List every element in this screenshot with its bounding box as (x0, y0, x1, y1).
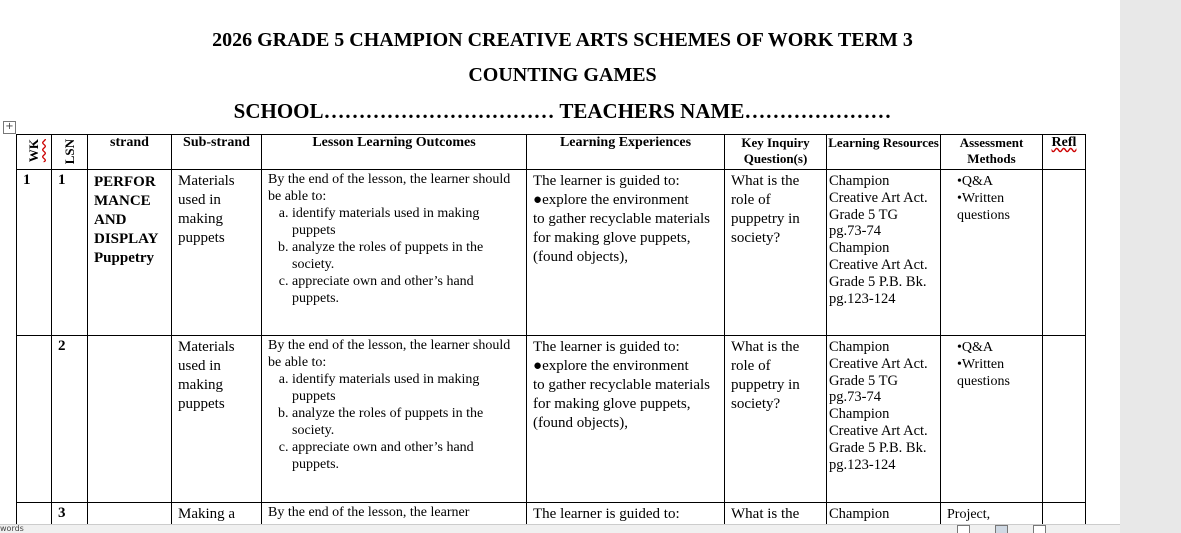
outcomes-cell[interactable]: By the end of the lesson, the learner should be able to: a. identify materials used in making puppets b. analyze the roles of puppets in the society. c. appreciate own and other’s hand puppets. (262, 336, 527, 503)
document-background-strip (1120, 0, 1181, 533)
col-outcomes: Lesson Learning Outcomes (262, 135, 527, 170)
lesson-cell[interactable]: 2 (52, 336, 88, 503)
outcomes-cell[interactable]: By the end of the lesson, the learner should be able to: a. identify materials used in making puppets b. analyze the roles of puppets in the society. c. appreciate own and other’s hand puppets. (262, 170, 527, 336)
strand-cell[interactable]: PERFOR MANCE AND DISPLAY Puppetry (88, 170, 172, 336)
week-cell[interactable]: 1 (17, 170, 52, 336)
experiences-cell[interactable]: The learner is guided to: ● explore the environment to gather recyclable materials for making glove puppets, (found objects), (527, 336, 725, 503)
inquiry-cell[interactable]: What is the role of puppetry in society? (725, 170, 827, 336)
inquiry-cell[interactable]: What is the (725, 503, 827, 533)
school-teacher-line: SCHOOL…………………………… TEACHERS NAME………………… (233, 99, 892, 123)
lesson-cell[interactable]: 1 (52, 170, 88, 336)
resources-cell[interactable]: Champion Creative Art Act. Grade 5 TG pg.73-74 Champion Creative Art Act. Grade 5 P.B. Bk. pg.123-124 (827, 336, 941, 503)
schemes-table (16, 134, 1086, 533)
document-subtitle: COUNTING GAMES (468, 64, 657, 86)
col-wk: WK (17, 135, 52, 170)
assessment-cell[interactable]: • Q&A • Written questions (941, 170, 1043, 336)
col-lsn: LSN (52, 135, 88, 170)
sub-strand-cell[interactable]: Materials used in making puppets (172, 336, 262, 503)
web-layout-view-icon[interactable] (1033, 525, 1046, 533)
col-inquiry: Key Inquiry Question(s) (725, 135, 827, 170)
col-assessment: Assessment Methods (941, 135, 1043, 170)
reflection-cell[interactable] (1043, 170, 1086, 336)
experiences-cell[interactable]: The learner is guided to: (527, 503, 725, 533)
week-cell[interactable] (17, 336, 52, 503)
col-sub-strand: Sub-strand (172, 135, 262, 170)
reflection-cell[interactable] (1043, 336, 1086, 503)
sub-strand-cell[interactable]: Making a (172, 503, 262, 533)
experiences-cell[interactable]: The learner is guided to: ● explore the environment to gather recyclable materials for making glove puppets, (found objects), (527, 170, 725, 336)
print-layout-view-icon[interactable] (995, 525, 1008, 533)
outcomes-cell[interactable]: By the end of the lesson, the learner (262, 503, 527, 533)
col-experiences: Learning Experiences (527, 135, 725, 170)
status-bar (0, 524, 1120, 533)
col-resources: Learning Resources (827, 135, 941, 170)
lesson-cell[interactable]: 3 (52, 503, 88, 533)
document-title: 2026 GRADE 5 CHAMPION CREATIVE ARTS SCHEMES OF WORK TERM 3 (212, 29, 913, 51)
assessment-cell[interactable]: • Q&A • Written questions (941, 336, 1043, 503)
strand-cell[interactable] (88, 336, 172, 503)
table-row (17, 170, 1086, 336)
table-header-row (17, 135, 1086, 170)
col-strand: strand (88, 135, 172, 170)
status-word-count: words (0, 524, 24, 533)
read-mode-view-icon[interactable] (957, 525, 970, 533)
sub-strand-cell[interactable]: Materials used in making puppets (172, 170, 262, 336)
table-row (17, 336, 1086, 503)
resources-cell[interactable]: Champion Creative Art Act. Grade 5 TG pg.73-74 Champion Creative Art Act. Grade 5 P.B. Bk. pg.123-124 (827, 170, 941, 336)
inquiry-cell[interactable]: What is the role of puppetry in society? (725, 336, 827, 503)
assessment-cell[interactable]: Project, (941, 503, 1043, 533)
resources-cell[interactable]: Champion (827, 503, 941, 533)
col-reflection: Refl (1043, 135, 1086, 170)
table-move-handle-icon[interactable]: + (3, 121, 16, 134)
